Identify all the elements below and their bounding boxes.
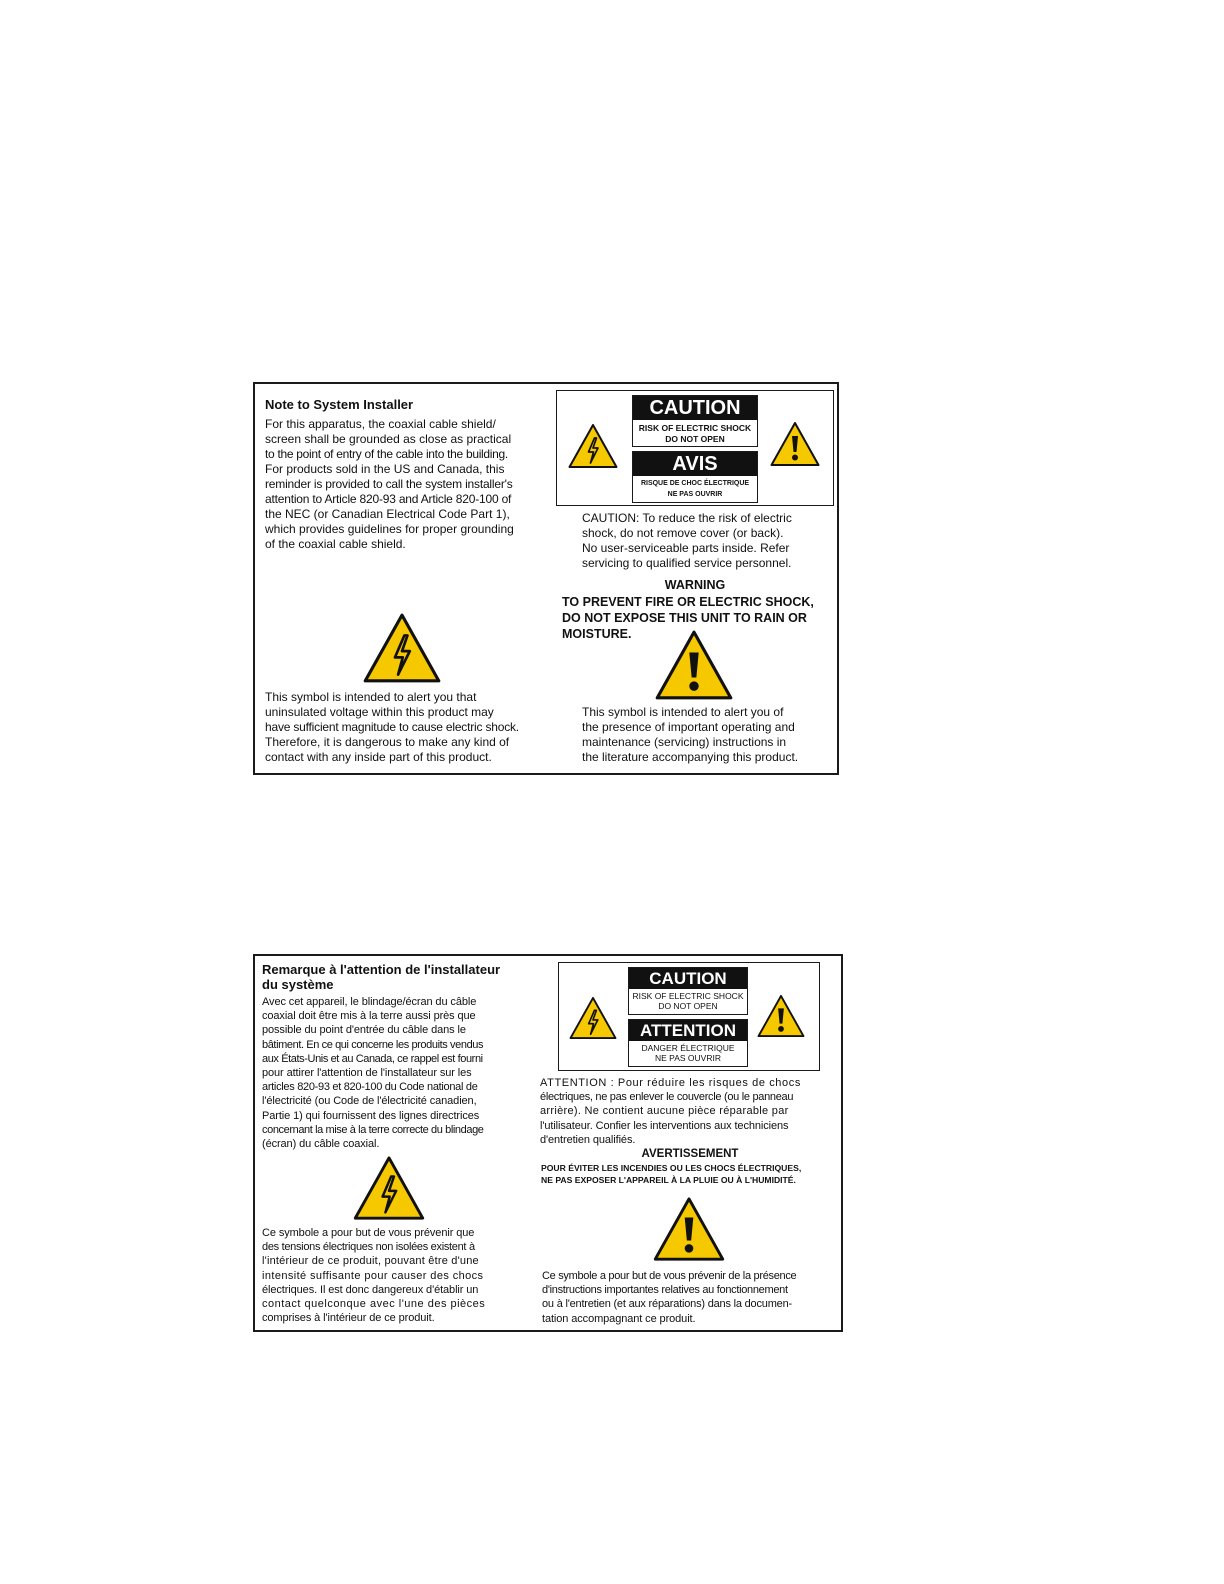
- attention-line: arrière). Ne contient aucune pièce réparable par: [540, 1105, 789, 1118]
- caution-line: shock, do not remove cover (or back).: [582, 526, 784, 540]
- warning-line: NE PAS EXPOSER L'APPAREIL À LA PLUIE OU À L'HUMIDITÉ.: [541, 1175, 796, 1185]
- caution-text: [582, 511, 832, 571]
- caution-label: [628, 967, 748, 1015]
- attention-label: [628, 1019, 748, 1067]
- attention-label-box: [558, 962, 820, 1071]
- avis-label-title: AVIS: [633, 452, 757, 476]
- attention-line: d'entretien qualifiés.: [540, 1133, 636, 1146]
- installer-title-line: du système: [262, 976, 334, 992]
- instructions-line: This symbol is intended to alert you of: [582, 705, 784, 719]
- caution-line: CAUTION: To reduce the risk of electric: [582, 511, 792, 525]
- installer-line: For products sold in the US and Canada, this: [265, 462, 505, 476]
- installer-line: coaxial doit être mis à la terre aussi près que: [262, 1010, 476, 1023]
- installer-line: possible du point d'entrée du câble dans le: [262, 1024, 466, 1037]
- installer-note-title: Note to System Installer: [265, 397, 414, 412]
- avis-label-line: RISQUE DE CHOC ÉLECTRIQUE: [640, 480, 750, 487]
- installer-line: the NEC (or Canadian Electrical Code Part 1),: [265, 507, 510, 521]
- english-safety-panel: [253, 382, 839, 775]
- installer-line: Partie 1) qui fournissent des lignes directrices: [262, 1109, 480, 1122]
- installer-line: bâtiment. En ce qui concerne les produits vendus: [262, 1038, 484, 1051]
- instructions-line: tation accompagnant ce produit.: [542, 1312, 696, 1325]
- installer-line: pour attirer l'attention de l'installateur sur les: [262, 1067, 472, 1080]
- instructions-line: the presence of important operating and: [582, 720, 795, 734]
- installer-line: For this apparatus, the coaxial cable shield/: [265, 417, 496, 431]
- attention-line: ATTENTION : Pour réduire les risques de chocs: [540, 1077, 801, 1089]
- installer-line: attention to Article 820-93 and Article 820-100 of: [265, 492, 512, 506]
- exclamation-warning-icon: [769, 421, 821, 467]
- voltage-line: électriques. Il est donc dangereux d'établir un: [262, 1283, 479, 1296]
- instructions-line: Ce symbole a pour but de vous prévenir de la présence: [542, 1270, 797, 1282]
- caution-line: servicing to qualified service personnel.: [582, 556, 792, 570]
- caution-label-box: [556, 390, 834, 506]
- voltage-line: have sufficient magnitude to cause electric shock.: [265, 720, 519, 734]
- attention-label-line: NE PAS OUVRIR: [655, 1053, 721, 1063]
- lightning-warning-icon: [361, 612, 443, 684]
- attention-label-title: ATTENTION: [629, 1020, 747, 1041]
- installer-line: screen shall be grounded as close as practical: [265, 432, 512, 446]
- caution-line: No user-serviceable parts inside. Refer: [582, 541, 790, 555]
- exclamation-warning-icon: [653, 629, 735, 701]
- warning-line: DO NOT EXPOSE THIS UNIT TO RAIN OR: [562, 611, 807, 625]
- installer-line: Avec cet appareil, le blindage/écran du câble: [262, 996, 477, 1008]
- installer-line: concernant la mise à la terre correcte du blindage: [262, 1123, 484, 1136]
- instructions-symbol-text-fr: [542, 1269, 842, 1326]
- voltage-line: This symbol is intended to alert you that: [265, 690, 477, 704]
- installer-line: aux États-Unis et au Canada, ce rappel est fourni: [262, 1052, 483, 1065]
- installer-note-text: [265, 417, 555, 552]
- voltage-line: Therefore, it is dangerous to make any kind of: [265, 735, 510, 749]
- attention-line: électriques, ne pas enlever le couvercle (ou le panneau: [540, 1091, 794, 1104]
- caution-label-line: RISK OF ELECTRIC SHOCK: [632, 991, 744, 1001]
- warning-title-fr: AVERTISSEMENT: [641, 1148, 739, 1160]
- exclamation-warning-icon: [756, 994, 806, 1038]
- lightning-warning-icon: [567, 423, 619, 469]
- installer-line: l'électricité (ou Code de l'électricité canadien,: [262, 1095, 477, 1108]
- warning-line: POUR ÉVITER LES INCENDIES OU LES CHOCS ÉLECTRIQUES,: [541, 1163, 802, 1173]
- voltage-line: intensité suffisante pour causer des chocs: [262, 1269, 484, 1282]
- voltage-symbol-text: [265, 690, 555, 765]
- instructions-line: d'instructions importantes relatives au fonctionnement: [542, 1284, 788, 1297]
- installer-note-text-fr: [262, 995, 537, 1151]
- caution-label-line: DO NOT OPEN: [665, 433, 725, 444]
- caution-label-line: DO NOT OPEN: [658, 1001, 718, 1011]
- installer-line: reminder is provided to call the system installer's: [265, 477, 513, 491]
- attention-line: l'utilisateur. Confier les interventions aux techniciens: [540, 1119, 789, 1132]
- warning-text-fr: [541, 1162, 843, 1186]
- attention-text: [540, 1076, 840, 1147]
- voltage-symbol-text-fr: [262, 1226, 537, 1325]
- instructions-line: ou à l'entretien (et aux réparations) dans la documen-: [542, 1298, 792, 1311]
- instructions-line: the literature accompanying this product.: [582, 750, 799, 764]
- installer-title-line: Remarque à l'attention de l'installateur: [262, 962, 501, 977]
- installer-line: to the point of entry of the cable into the building.: [265, 447, 508, 461]
- voltage-line: uninsulated voltage within this product may: [265, 705, 494, 719]
- installer-line: articles 820-93 et 820-100 du Code national de: [262, 1081, 478, 1094]
- avis-label: [632, 451, 758, 503]
- installer-line: (écran) du câble coaxial.: [262, 1138, 380, 1151]
- warning-line: MOISTURE.: [562, 627, 632, 641]
- caution-label-line: RISK OF ELECTRIC SHOCK: [638, 423, 752, 433]
- warning-title: WARNING: [664, 578, 726, 592]
- installer-note-title-fr: [262, 963, 552, 992]
- installer-line: of the coaxial cable shield.: [265, 537, 406, 551]
- voltage-line: contact with any inside part of this product.: [265, 750, 492, 764]
- french-safety-panel: [253, 954, 843, 1332]
- installer-line: which provides guidelines for proper grounding: [265, 522, 514, 536]
- voltage-line: Ce symbole a pour but de vous prévenir que: [262, 1227, 475, 1239]
- voltage-line: comprises à l'intérieur de ce produit.: [262, 1312, 435, 1325]
- lightning-warning-icon: [568, 996, 618, 1040]
- instructions-line: maintenance (servicing) instructions in: [582, 735, 787, 749]
- caution-label: [632, 395, 758, 447]
- instructions-symbol-text: [582, 705, 837, 765]
- avis-label-line: NE PAS OUVRIR: [667, 490, 723, 498]
- warning-line: TO PREVENT FIRE OR ELECTRIC SHOCK,: [562, 595, 814, 609]
- voltage-line: contact quelconque avec l'une des pièces: [262, 1298, 486, 1311]
- voltage-line: des tensions électriques non isolées existent à: [262, 1241, 475, 1254]
- caution-label-title: CAUTION: [633, 396, 757, 420]
- lightning-warning-icon: [351, 1155, 427, 1221]
- attention-label-line: DANGER ÉLECTRIQUE: [641, 1043, 735, 1053]
- caution-label-title: CAUTION: [629, 968, 747, 989]
- exclamation-warning-icon: [651, 1196, 727, 1262]
- voltage-line: l'intérieur de ce produit, pouvant être d'une: [262, 1255, 479, 1268]
